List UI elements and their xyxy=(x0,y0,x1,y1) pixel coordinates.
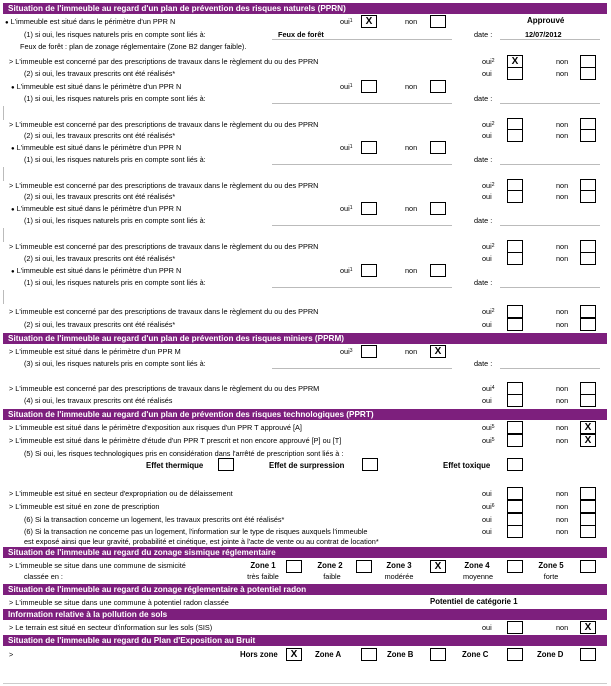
oui-label: oui xyxy=(482,254,492,263)
pprn-date-value: 12/07/2012 xyxy=(525,30,562,39)
non-label: non xyxy=(405,266,418,275)
pprt-q7-line2: est exposé ainsi que leur gravité, probabilité et cinétique, est jointe à l'acte de vente ou au contrat de location* xyxy=(24,537,379,546)
effet-toxique-label: Effet toxique xyxy=(443,461,491,470)
pprn-risks-question: (1) si oui, les risques naturels pris en compte sont liés à: xyxy=(24,216,206,225)
oui-label: oui xyxy=(482,515,492,524)
non-label: non xyxy=(556,69,569,78)
zone-4-desc: moyenne xyxy=(462,572,494,581)
pprt-q4-oui-checkbox[interactable] xyxy=(507,487,523,500)
zone-d-label: Zone D xyxy=(537,650,564,659)
non-label: non xyxy=(556,527,569,536)
pprn-works-non-checkbox[interactable] xyxy=(580,318,596,331)
pprn-works-non-checkbox[interactable] xyxy=(580,252,596,265)
pprn-risks-question: (1) si oui, les risques naturels pris en compte sont liés à: xyxy=(24,30,206,39)
pprn-works-question: (2) si oui, les travaux prescrits ont été réalisés* xyxy=(24,320,176,329)
non-label: non xyxy=(556,502,569,511)
peb-header: Situation de l'immeuble au regard du Plan d'Exposition au Bruit xyxy=(3,635,607,646)
zone-4-label: Zone 4 xyxy=(464,561,490,570)
risk-underline xyxy=(272,368,452,369)
non-label: non xyxy=(556,423,569,432)
non-label: non xyxy=(556,192,569,201)
non-label: non xyxy=(556,436,569,445)
non-label: non xyxy=(405,347,418,356)
non-label: non xyxy=(556,307,569,316)
sis-non-checkbox[interactable]: X xyxy=(580,621,596,634)
pprn-risk-value: Feux de forêt xyxy=(278,30,324,39)
pprt-q5: > L'immeuble est situé en zone de prescription xyxy=(9,502,160,511)
zone-2-label: Zone 2 xyxy=(317,561,343,570)
pprn-concerned-oui-checkbox[interactable] xyxy=(507,305,523,318)
zone-1-label: Zone 1 xyxy=(250,561,276,570)
oui-label: oui xyxy=(482,623,492,632)
zone-d-checkbox[interactable] xyxy=(580,648,596,661)
date-underline xyxy=(500,368,600,369)
non-label: non xyxy=(556,131,569,140)
non-label: non xyxy=(556,320,569,329)
oui-label: oui xyxy=(482,527,492,536)
non-label: non xyxy=(556,515,569,524)
risk-underline xyxy=(272,103,452,104)
zone-2-desc: faible xyxy=(323,572,341,581)
pprn-perimeter-oui-checkbox[interactable] xyxy=(361,202,377,215)
radon-header: Situation de l'immeuble au regard du zonage réglementaire à potentiel radon xyxy=(3,584,607,595)
zone-c-label: Zone C xyxy=(462,650,489,659)
pprn-perimeter-question: ● L'immeuble est situé dans le périmètre d'un PPR N xyxy=(11,266,181,277)
pprm-works-question: (4) si oui, les travaux prescrits ont été réalisés xyxy=(24,396,173,405)
pprn-perimeter-non-checkbox[interactable] xyxy=(430,202,446,215)
hors-zone-label: Hors zone xyxy=(240,650,278,659)
bottom-line xyxy=(3,683,607,684)
pprm-perimeter-oui-checkbox[interactable] xyxy=(361,345,377,358)
date-label: date : xyxy=(474,155,493,164)
frame-line xyxy=(3,228,4,242)
oui-label: oui$^2$ xyxy=(482,242,495,251)
pprn-works-non-checkbox[interactable] xyxy=(580,67,596,80)
risk-underline xyxy=(272,225,452,226)
oui-label: oui$^5$ xyxy=(482,436,495,445)
zone-3-desc: modérée xyxy=(384,572,414,581)
pprn-perimeter-oui-checkbox[interactable] xyxy=(361,141,377,154)
non-label: non xyxy=(405,17,418,26)
radon-question: > L'immeuble se situe dans une commune à potentiel radon classée xyxy=(9,598,229,607)
oui-label: oui xyxy=(482,192,492,201)
zone-1-checkbox[interactable] xyxy=(286,560,302,573)
non-label: non xyxy=(556,384,569,393)
pprn-concerned-question: > L'immeuble est concerné par des prescriptions de travaux dans le règlement du ou des PPRN xyxy=(9,181,319,190)
pprm-perimeter-non-checkbox[interactable]: X xyxy=(430,345,446,358)
oui-label: oui$^2$ xyxy=(482,307,495,316)
oui-label: oui xyxy=(482,131,492,140)
pprn-perimeter-oui-checkbox[interactable] xyxy=(361,80,377,93)
zone-5-label: Zone 5 xyxy=(538,561,564,570)
pprn-works-oui-checkbox[interactable] xyxy=(507,190,523,203)
zone-3-label: Zone 3 xyxy=(386,561,412,570)
pprm-works-non-checkbox[interactable] xyxy=(580,394,596,407)
pprn-works-non-checkbox[interactable] xyxy=(580,190,596,203)
non-label: non xyxy=(556,254,569,263)
pprt-q7-non-checkbox[interactable] xyxy=(580,525,596,538)
peb-marker: > xyxy=(9,650,14,659)
oui-label: oui xyxy=(482,320,492,329)
frame-line xyxy=(3,290,4,304)
oui-label: oui$^2$ xyxy=(482,57,495,66)
non-label: non xyxy=(556,242,569,251)
pprm-header: Situation de l'immeuble au regard d'un plan de prévention des risques miniers (PPRM) xyxy=(3,333,607,344)
zone-b-checkbox[interactable] xyxy=(430,648,446,661)
oui-label: oui$^1$ xyxy=(340,204,353,213)
zone-a-checkbox[interactable] xyxy=(361,648,377,661)
non-label: non xyxy=(556,396,569,405)
oui-label: oui xyxy=(482,396,492,405)
zone-5-checkbox[interactable] xyxy=(580,560,596,573)
pollution-question: > Le terrain est situé en secteur d'information sur les sols (SIS) xyxy=(9,623,213,632)
oui-label: oui$^5$ xyxy=(482,423,495,432)
effet-surpression-checkbox[interactable] xyxy=(362,458,378,471)
pprn-note: Feux de forêt : plan de zonage réglementaire (Zone B2 danger faible). xyxy=(20,42,247,51)
oui-label: oui$^2$ xyxy=(482,120,495,129)
non-label: non xyxy=(405,204,418,213)
pprt-q7-line1: (6) Si la transaction ne concerne pas un logement, l'information sur le type de risques auxquels l'immeuble xyxy=(24,527,368,536)
pprn-concerned-question: > L'immeuble est concerné par des prescriptions de travaux dans le règlement du ou des PPRN xyxy=(9,120,319,129)
pprm-works-oui-checkbox[interactable] xyxy=(507,394,523,407)
non-label: non xyxy=(556,120,569,129)
pprm-perimeter-question: > L'immeuble est situé dans le périmètre d'un PPR M xyxy=(9,347,181,356)
zone-3-checkbox[interactable]: X xyxy=(430,560,446,573)
oui-label: oui$^1$ xyxy=(340,82,353,91)
pprn-works-oui-checkbox[interactable] xyxy=(507,318,523,331)
pprn-works-question: (2) si oui, les travaux prescrits ont été réalisés* xyxy=(24,69,176,78)
pprt-q1-oui-checkbox[interactable] xyxy=(507,421,523,434)
pprn-works-non-checkbox[interactable] xyxy=(580,129,596,142)
pprn-perimeter-non-checkbox[interactable] xyxy=(430,264,446,277)
zone-1-desc: très faible xyxy=(247,572,279,581)
pprt-q1-non-checkbox[interactable]: X xyxy=(580,421,596,434)
zone-2-checkbox[interactable] xyxy=(356,560,372,573)
oui-label: oui xyxy=(482,489,492,498)
pprn-perimeter-non-checkbox[interactable] xyxy=(430,15,446,28)
date-label: date : xyxy=(474,359,493,368)
risk-underline xyxy=(272,39,452,40)
pprt-q5-oui-checkbox[interactable] xyxy=(507,500,523,513)
pprn-works-question: (2) si oui, les travaux prescrits ont été réalisés* xyxy=(24,131,176,140)
radon-value: Potentiel de catégorie 1 xyxy=(430,597,518,606)
pprt-q6: (6) Si la transaction concerne un logement, les travaux prescrits ont été réalisés* xyxy=(24,515,285,524)
pprn-perimeter-non-checkbox[interactable] xyxy=(430,80,446,93)
effet-surpression-label: Effet de surpression xyxy=(269,461,345,470)
pprn-concerned-oui-checkbox[interactable]: X xyxy=(507,55,523,68)
non-label: non xyxy=(556,181,569,190)
pprn-concerned-non-checkbox[interactable] xyxy=(580,305,596,318)
sism-question: > L'immeuble se situe dans une commune de sismicité xyxy=(9,561,186,570)
pprn-perimeter-question: ● L'immeuble est situé dans le périmètre d'un PPR N xyxy=(11,143,181,154)
effet-thermique-checkbox[interactable] xyxy=(218,458,234,471)
pprt-q2-non-checkbox[interactable]: X xyxy=(580,434,596,447)
pprn-perimeter-question: ● L'immeuble est situé dans le périmètre d'un PPR N xyxy=(11,82,181,93)
oui-label: oui$^6$ xyxy=(482,502,495,511)
date-underline xyxy=(500,164,600,165)
non-label: non xyxy=(405,82,418,91)
pprn-perimeter-non-checkbox[interactable] xyxy=(430,141,446,154)
pprn-works-oui-checkbox[interactable] xyxy=(507,129,523,142)
effet-toxique-checkbox[interactable] xyxy=(507,458,523,471)
date-label: date : xyxy=(474,30,493,39)
date-underline xyxy=(500,287,600,288)
pprn-perimeter-question: ● L'immeuble est situé dans le périmètre d'un PPR N xyxy=(5,17,175,28)
pprt-q4-non-checkbox[interactable] xyxy=(580,487,596,500)
sis-oui-checkbox[interactable] xyxy=(507,621,523,634)
date-label: date : xyxy=(474,216,493,225)
pprn-works-oui-checkbox[interactable] xyxy=(507,252,523,265)
date-label: date : xyxy=(474,94,493,103)
pprt-header: Situation de l'immeuble au regard d'un plan de prévention des risques technologiques (PPRT) xyxy=(3,409,607,420)
non-label: non xyxy=(556,623,569,632)
zone-c-checkbox[interactable] xyxy=(507,648,523,661)
effet-thermique-label: Effet thermique xyxy=(146,461,204,470)
pprt-q7-oui-checkbox[interactable] xyxy=(507,525,523,538)
pprn-concerned-question: > L'immeuble est concerné par des prescriptions de travaux dans le règlement du ou des PPRN xyxy=(9,307,319,316)
hors-zone-checkbox[interactable]: X xyxy=(286,648,302,661)
sism-question-2: classée en : xyxy=(24,572,63,581)
zone-4-checkbox[interactable] xyxy=(507,560,523,573)
pprn-concerned-question: > L'immeuble est concerné par des prescriptions de travaux dans le règlement du ou des PPRN xyxy=(9,57,319,66)
sism-header: Situation de l'immeuble au regard du zonage sismique réglementaire xyxy=(3,547,607,558)
date-underline xyxy=(500,225,600,226)
oui-label: oui xyxy=(482,69,492,78)
pollution-header: Information relative à la pollution de sols xyxy=(3,609,607,620)
non-label: non xyxy=(556,489,569,498)
pprt-q2: > L'immeuble est situé dans le périmètre d'étude d'un PPR T prescrit et non encore approuvé [P] ou [T] xyxy=(9,436,342,445)
non-label: non xyxy=(556,57,569,66)
oui-label: oui$^1$ xyxy=(340,17,353,26)
pprn-risks-question: (1) si oui, les risques naturels pris en compte sont liés à: xyxy=(24,155,206,164)
pprt-q2-oui-checkbox[interactable] xyxy=(507,434,523,447)
pprt-q3: (5) Si oui, les risques technologiques pris en considération dans l'arrêté de prescription sont liés à : xyxy=(24,449,344,458)
frame-line xyxy=(3,167,4,181)
pprn-status: Approuvé xyxy=(527,16,565,25)
oui-label: oui$^2$ xyxy=(482,181,495,190)
risk-underline xyxy=(272,164,452,165)
risk-underline xyxy=(272,287,452,288)
date-label: date : xyxy=(474,278,493,287)
zone-a-label: Zone A xyxy=(315,650,342,659)
pprt-q4: > L'immeuble est situé en secteur d'expropriation ou de délaissement xyxy=(9,489,233,498)
pprn-header: Situation de l'immeuble au regard d'un plan de prévention des risques naturels (PPRN) xyxy=(3,3,607,14)
pprt-q1: > L'immeuble est situé dans le périmètre d'exposition aux risques d'un PPR T approuvé [A] xyxy=(9,423,302,432)
pprn-risks-question: (1) si oui, les risques naturels pris en compte sont liés à: xyxy=(24,94,206,103)
pprn-perimeter-oui-checkbox[interactable] xyxy=(361,264,377,277)
frame-line xyxy=(3,106,4,120)
oui-label: oui$^1$ xyxy=(340,266,353,275)
pprm-risks-question: (3) si oui, les risques naturels pris en compte sont liés à: xyxy=(24,359,206,368)
zone-b-label: Zone B xyxy=(387,650,414,659)
oui-label: oui$^1$ xyxy=(340,143,353,152)
oui-label: oui$^3$ xyxy=(340,347,353,356)
pprn-perimeter-question: ● L'immeuble est situé dans le périmètre d'un PPR N xyxy=(11,204,181,215)
pprn-works-oui-checkbox[interactable] xyxy=(507,67,523,80)
pprn-concerned-question: > L'immeuble est concerné par des prescriptions de travaux dans le règlement du ou des PPRN xyxy=(9,242,319,251)
pprm-concerned-question: > L'immeuble est concerné par des prescriptions de travaux dans le règlement du ou des PPRM xyxy=(9,384,320,393)
oui-label: oui$^4$ xyxy=(482,384,495,393)
pprn-risks-question: (1) si oui, les risques naturels pris en compte sont liés à: xyxy=(24,278,206,287)
pprn-works-question: (2) si oui, les travaux prescrits ont été réalisés* xyxy=(24,192,176,201)
non-label: non xyxy=(405,143,418,152)
pprn-perimeter-oui-checkbox[interactable]: X xyxy=(361,15,377,28)
date-underline xyxy=(500,103,600,104)
pprn-works-question: (2) si oui, les travaux prescrits ont été réalisés* xyxy=(24,254,176,263)
pprt-q5-non-checkbox[interactable] xyxy=(580,500,596,513)
zone-5-desc: forte xyxy=(543,572,559,581)
date-underline xyxy=(500,39,600,40)
